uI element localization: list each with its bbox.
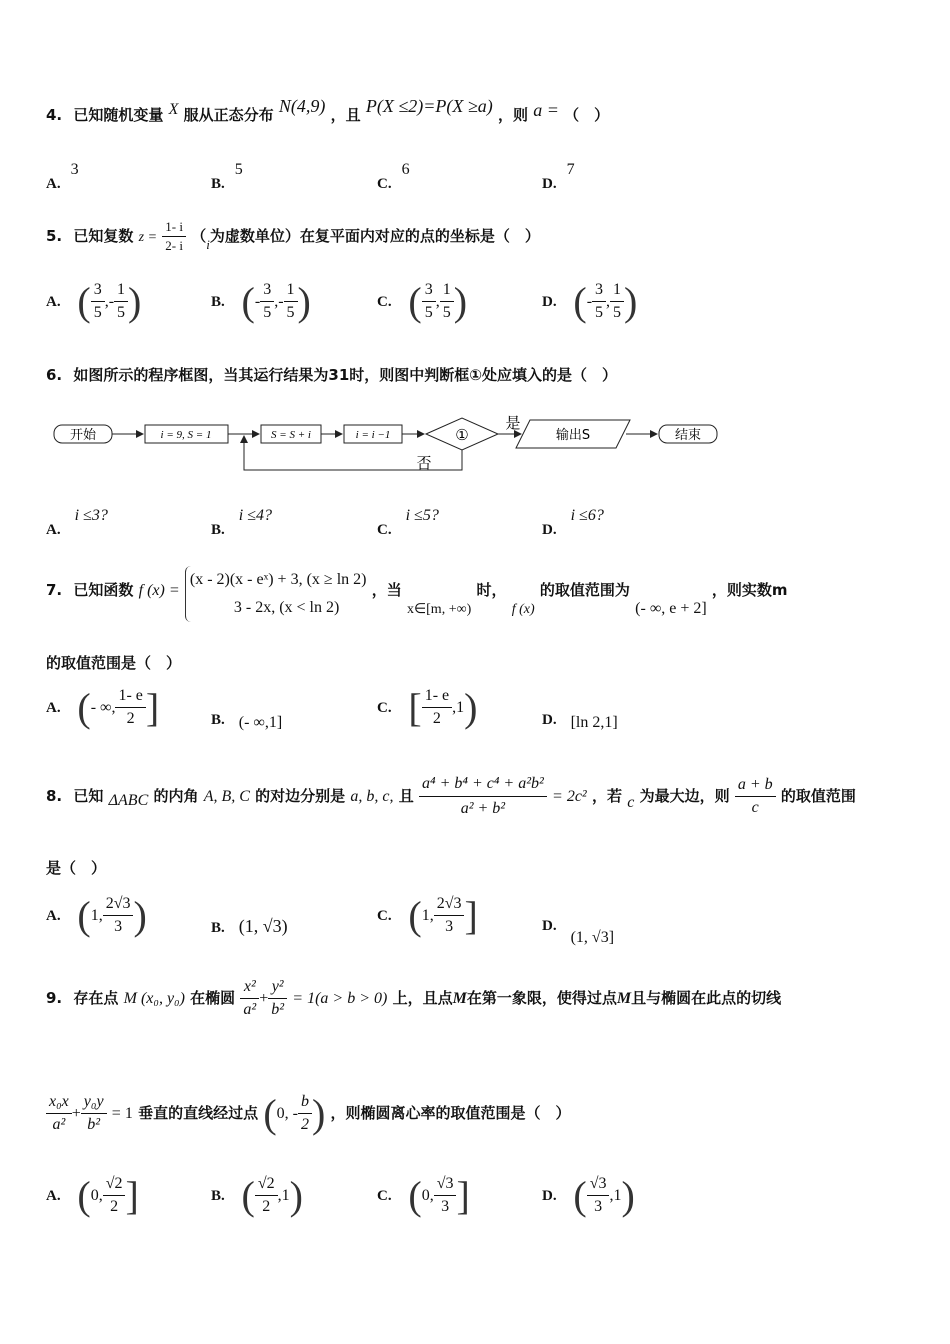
- numerator: 1- e: [115, 685, 145, 708]
- option-label: A.: [46, 700, 61, 716]
- denominator: b²: [271, 1001, 285, 1018]
- math-eq: = 2c²: [552, 788, 587, 805]
- fraction: [114, 279, 128, 324]
- option-b[interactable]: [211, 160, 243, 192]
- left-paren: (: [241, 279, 255, 324]
- question-number: 4.: [46, 106, 63, 124]
- minus-sign: -: [254, 293, 261, 310]
- question-text: ，则椭圆离心率的取值范围是（ ）: [330, 1104, 571, 1122]
- math-fraction: [419, 772, 547, 821]
- question-text: 已知函数: [73, 580, 134, 599]
- option-value: ,1: [609, 1187, 622, 1204]
- right-bracket: ]: [145, 685, 160, 730]
- option-value: 7: [566, 161, 575, 178]
- option-d[interactable]: [542, 710, 618, 729]
- fraction: [103, 893, 134, 938]
- right-paren: ): [453, 279, 468, 324]
- question-9-stem-line2: [46, 1090, 571, 1137]
- math-condition: P(X ≤2)=P(X ≥a): [365, 96, 493, 116]
- question-text: 存在点: [73, 989, 119, 1007]
- minus-sign: -: [586, 293, 593, 310]
- option-label: B.: [211, 522, 225, 538]
- denominator: 2: [126, 710, 135, 727]
- question-text: ，则实数m: [711, 580, 788, 599]
- question-text: 是（ ）: [46, 859, 107, 877]
- piecewise-case-2: 3 - 2x, (x < ln 2): [233, 599, 340, 616]
- math-angles: A, B, C: [203, 788, 250, 805]
- option-b[interactable]: [211, 1172, 303, 1219]
- question-number: 9.: [46, 989, 63, 1007]
- denominator: 5: [286, 304, 295, 321]
- denominator: 2: [300, 1116, 309, 1133]
- option-label: B.: [211, 920, 225, 936]
- right-paren: ): [133, 893, 147, 938]
- answer-paren: （ ）: [564, 106, 610, 124]
- fraction: [422, 279, 436, 324]
- fraction: [298, 1091, 312, 1136]
- option-value: 1,: [421, 907, 434, 924]
- fraction: [268, 976, 287, 1021]
- numerator: 3: [260, 279, 274, 302]
- option-c[interactable]: [377, 278, 467, 325]
- question-7-stem: [46, 566, 788, 622]
- option-b[interactable]: [211, 710, 282, 729]
- question-text: 在第一象限，使得过点: [466, 989, 617, 1007]
- question-text: 的取值范围为: [539, 580, 630, 599]
- option-label: B.: [211, 294, 225, 310]
- denominator: 5: [263, 304, 272, 321]
- math-i: i: [206, 237, 210, 252]
- question-8-stem: [46, 772, 856, 821]
- left-paren: (: [263, 1091, 277, 1136]
- numerator: √3: [434, 1173, 457, 1196]
- fraction: [103, 1173, 126, 1218]
- option-label: B.: [211, 176, 225, 192]
- option-a[interactable]: [46, 684, 159, 731]
- flow-step1-label: S = S + i: [271, 429, 311, 441]
- denominator: c: [751, 799, 759, 816]
- option-value: ,1: [277, 1187, 290, 1204]
- option-value: i ≤6?: [570, 507, 604, 524]
- math-variable: X: [168, 101, 179, 118]
- question-text: 如图所示的程序框图，当其运行结果为31时，则图中判断框①处应填入的是（ ）: [73, 366, 617, 384]
- question-text: 且: [398, 787, 414, 805]
- flow-output-label: 输出S: [555, 428, 591, 443]
- option-value: i ≤5?: [405, 507, 439, 524]
- flow-no-label: 否: [416, 454, 432, 472]
- option-label: C.: [377, 294, 392, 310]
- question-text: 服从正态分布: [183, 106, 274, 124]
- question-5-stem: [46, 218, 540, 255]
- option-value: i ≤4?: [238, 507, 272, 524]
- option-value: 0,: [421, 1187, 434, 1204]
- option-label: D.: [542, 712, 557, 728]
- denominator: 5: [442, 304, 451, 321]
- right-paren: ): [128, 279, 142, 324]
- option-label: A.: [46, 176, 61, 192]
- fraction: [115, 685, 145, 730]
- option-value: 1,: [90, 907, 103, 924]
- question-text: 时，: [476, 580, 507, 599]
- denominator: 2- i: [165, 238, 183, 253]
- plus-sign: +: [71, 1105, 81, 1122]
- separator: ,-: [104, 293, 115, 310]
- fraction: [422, 685, 452, 730]
- right-paren: ): [311, 1091, 326, 1136]
- right-paren: ): [289, 1173, 303, 1218]
- option-c[interactable]: [377, 1172, 470, 1219]
- numerator: a⁴ + b⁴ + c⁴ + a²b²: [419, 772, 547, 797]
- denominator: b²: [87, 1116, 101, 1133]
- flow-decision-label: ①: [455, 426, 469, 444]
- math-triangle: ΔABC: [108, 792, 149, 809]
- separator: ,-: [274, 293, 284, 310]
- option-label: C.: [377, 176, 392, 192]
- fraction: [46, 1091, 72, 1136]
- fraction: [434, 893, 465, 938]
- question-6-stem: [46, 364, 617, 385]
- denominator: 5: [117, 304, 126, 321]
- option-a[interactable]: [46, 278, 141, 325]
- option-c[interactable]: [377, 684, 477, 731]
- denominator: a² + b²: [460, 800, 506, 817]
- fraction: [610, 279, 624, 324]
- plus-sign: +: [259, 990, 269, 1007]
- numerator: 2√3: [103, 893, 134, 916]
- right-paren: ): [464, 685, 478, 730]
- numerator: b: [298, 1091, 312, 1114]
- fraction: [284, 279, 298, 324]
- option-label: A.: [46, 908, 61, 924]
- flow-yes-label: 是: [505, 414, 521, 432]
- numerator: 1: [610, 279, 624, 302]
- math-M: M: [616, 990, 632, 1007]
- numerator: √3: [587, 1173, 610, 1196]
- option-label: D.: [542, 522, 557, 538]
- question-text: 已知随机变量: [73, 106, 164, 124]
- numerator: x₀x: [46, 1091, 72, 1114]
- numerator: y²: [268, 976, 287, 999]
- question-number: 7.: [46, 580, 63, 599]
- option-label: C.: [377, 522, 392, 538]
- fraction: [81, 1091, 107, 1136]
- option-value: 3: [70, 161, 79, 178]
- fraction: [587, 1173, 610, 1218]
- numerator: 1: [440, 279, 454, 302]
- option-label: C.: [377, 700, 392, 716]
- math-point: 0, -: [276, 1105, 298, 1122]
- numerator: 3: [592, 279, 606, 302]
- option-a[interactable]: [46, 160, 79, 192]
- left-paren: (: [573, 279, 587, 324]
- fraction: [240, 976, 259, 1021]
- fraction: [260, 279, 274, 324]
- question-text: 上，且点: [392, 989, 453, 1007]
- option-d[interactable]: [542, 506, 604, 538]
- question-7-stem-line2: [46, 652, 181, 673]
- question-text: ，且: [330, 106, 361, 124]
- numerator: a + b: [735, 774, 776, 797]
- option-d[interactable]: [542, 1172, 635, 1219]
- option-d[interactable]: [542, 916, 615, 946]
- piecewise-case-1: (x - 2)(x - eˣ) + 3, (x ≥ ln 2): [189, 571, 367, 588]
- denominator: 5: [424, 304, 433, 321]
- denominator: 3: [441, 1198, 450, 1215]
- question-text: 已知复数: [73, 227, 134, 245]
- math-range: (- ∞, e + 2]: [635, 599, 707, 617]
- flow-init-label: i = 9, S = 1: [160, 429, 212, 441]
- option-value: (1, √3]: [570, 929, 615, 946]
- option-value: ,1: [452, 699, 465, 716]
- question-text: ，则: [497, 106, 528, 124]
- option-label: A.: [46, 1188, 61, 1204]
- left-bracket: (: [77, 893, 91, 938]
- numerator: √2: [103, 1173, 126, 1196]
- question-text: 的内角: [153, 787, 199, 805]
- question-text: 的对边分别是: [255, 787, 346, 805]
- math-fraction: [162, 218, 186, 255]
- math-condition: = 1(a > b > 0): [292, 990, 388, 1007]
- denominator: 5: [613, 304, 622, 321]
- left-paren: (: [77, 685, 91, 730]
- numerator: 3: [422, 279, 436, 302]
- option-label: A.: [46, 294, 61, 310]
- right-paren: ): [624, 279, 638, 324]
- numerator: x²: [240, 976, 259, 999]
- math-distribution: N(4,9): [278, 96, 326, 116]
- option-label: C.: [377, 908, 392, 924]
- question-text: 垂直的直线经过点: [138, 1104, 259, 1122]
- question-number: 5.: [46, 227, 63, 245]
- option-value: 0,: [90, 1187, 103, 1204]
- question-8-stem-line2: [46, 857, 106, 878]
- option-d[interactable]: [542, 160, 575, 192]
- math-c: c: [627, 794, 635, 811]
- right-paren: ): [621, 1173, 635, 1218]
- flow-step2-label: i = i −1: [355, 429, 391, 441]
- denominator: a²: [243, 1001, 257, 1018]
- left-paren: (: [77, 279, 91, 324]
- option-a[interactable]: [46, 1172, 139, 1219]
- question-number: 6.: [46, 366, 63, 384]
- left-paren: (: [408, 1173, 422, 1218]
- option-b[interactable]: [211, 278, 311, 325]
- option-label: D.: [542, 294, 557, 310]
- denominator: 3: [445, 918, 454, 935]
- denominator: 2: [262, 1198, 271, 1215]
- math-M: M: [452, 990, 467, 1007]
- option-a[interactable]: [46, 892, 147, 939]
- option-label: D.: [542, 176, 557, 192]
- fraction: [434, 1173, 457, 1218]
- math-fx: f (x) =: [138, 581, 180, 599]
- question-text: 为最大边，则: [639, 787, 730, 805]
- denominator: 5: [595, 304, 604, 321]
- right-bracket: ]: [456, 1173, 470, 1218]
- math-z: z =: [138, 230, 158, 245]
- option-label: C.: [377, 1188, 392, 1204]
- left-paren: (: [77, 1173, 91, 1218]
- question-text: 的取值范围是（ ）: [46, 654, 182, 672]
- math-ask: a =: [533, 100, 559, 120]
- option-label: B.: [211, 1188, 225, 1204]
- denominator: 3: [114, 918, 123, 935]
- numerator: 1: [284, 279, 298, 302]
- question-text: 已知: [73, 787, 104, 805]
- option-c[interactable]: [377, 506, 439, 538]
- math-fraction: [735, 774, 776, 819]
- option-b[interactable]: [211, 916, 288, 937]
- option-c[interactable]: [377, 892, 478, 939]
- question-text: 为虚数单位）在复平面内对应的点的坐标是（ ）: [209, 227, 540, 245]
- question-text: ，若: [591, 787, 622, 805]
- separator: ,: [606, 293, 611, 310]
- math-domain: x∈[m, +∞): [406, 601, 472, 617]
- left-paren: (: [408, 893, 422, 938]
- flow-start-label: 开始: [69, 428, 97, 443]
- question-text: 且与椭圆在此点的切线: [631, 989, 782, 1007]
- option-value: [ln 2,1]: [570, 714, 618, 731]
- fraction: [440, 279, 454, 324]
- fraction: [255, 1173, 278, 1218]
- right-paren: ): [297, 279, 311, 324]
- numerator: 1: [114, 279, 128, 302]
- denominator: 5: [93, 304, 102, 321]
- left-paren: (: [573, 1173, 587, 1218]
- fraction: [91, 279, 105, 324]
- question-9-stem: [46, 976, 781, 1021]
- numerator: 3: [91, 279, 105, 302]
- question-text: （: [191, 227, 207, 245]
- left-paren: (: [408, 279, 422, 324]
- option-label: D.: [542, 1188, 557, 1204]
- option-label: D.: [542, 918, 557, 934]
- option-label: A.: [46, 522, 61, 538]
- flow-end-label: 结束: [674, 428, 702, 443]
- denominator: 3: [594, 1198, 603, 1215]
- denominator: a²: [52, 1116, 66, 1133]
- option-value: 5: [234, 161, 243, 178]
- math-point: M (x₀, y₀): [123, 990, 185, 1007]
- left-paren: (: [241, 1173, 255, 1218]
- option-value: - ∞,: [90, 699, 116, 716]
- right-bracket: ]: [464, 893, 478, 938]
- math-fx: f (x): [511, 601, 535, 617]
- math-sides: a, b, c,: [350, 788, 394, 805]
- denominator: 2: [110, 1198, 119, 1215]
- separator: ,: [435, 293, 440, 310]
- right-bracket: ]: [125, 1173, 139, 1218]
- piecewise-function: [185, 566, 367, 622]
- question-text: 在椭圆: [190, 989, 236, 1007]
- question-4-stem: [46, 96, 610, 125]
- question-text: ，当: [371, 580, 402, 599]
- left-bracket: [: [408, 685, 422, 730]
- question-number: 8.: [46, 787, 63, 805]
- option-value: 6: [401, 161, 410, 178]
- flowchart: [50, 410, 730, 480]
- option-a[interactable]: [46, 506, 108, 538]
- numerator: 1- i: [162, 218, 186, 237]
- option-d[interactable]: [542, 278, 637, 325]
- option-value: (- ∞,1]: [238, 714, 283, 731]
- option-b[interactable]: [211, 506, 272, 538]
- math-eq: = 1: [111, 1105, 133, 1122]
- option-value: i ≤3?: [74, 507, 108, 524]
- denominator: 2: [432, 710, 441, 727]
- option-value: (1, √3): [238, 916, 288, 936]
- option-c[interactable]: [377, 160, 410, 192]
- numerator: 1- e: [422, 685, 452, 708]
- numerator: 2√3: [434, 893, 465, 916]
- numerator: y₀y: [81, 1091, 107, 1114]
- option-label: B.: [211, 712, 225, 728]
- question-text: 的取值范围: [780, 787, 856, 805]
- numerator: √2: [255, 1173, 278, 1196]
- fraction: [592, 279, 606, 324]
